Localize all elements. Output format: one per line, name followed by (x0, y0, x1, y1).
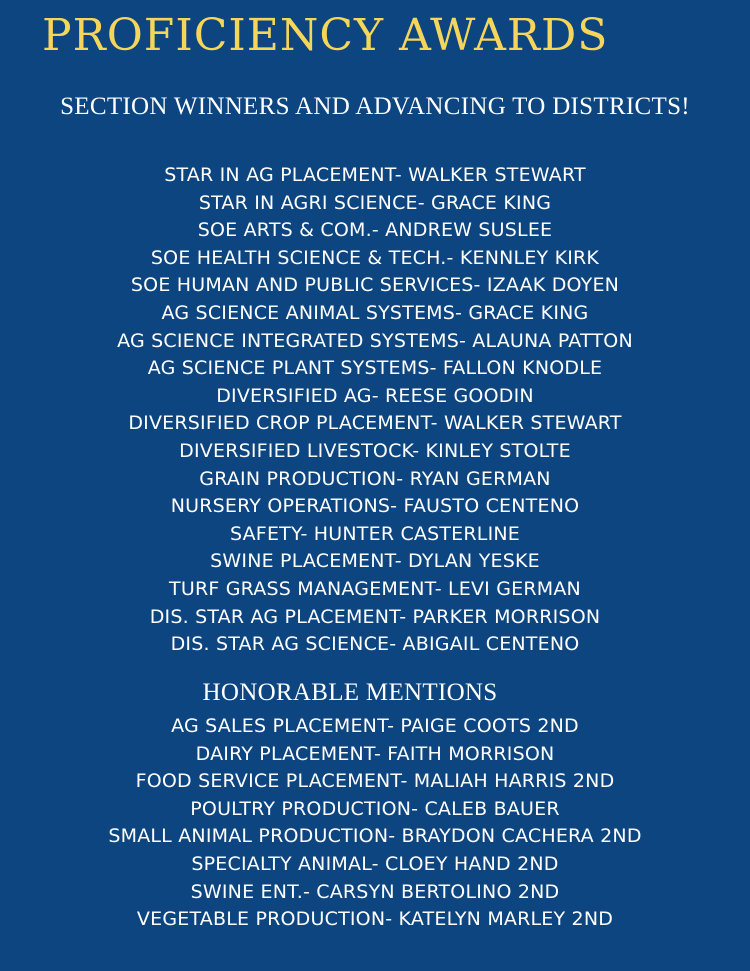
section-winners-heading: SECTION WINNERS AND ADVANCING TO DISTRICTS! (60, 93, 690, 120)
honorable-mention-item: DAIRY PLACEMENT- FAITH MORRISON (195, 742, 555, 765)
winner-item: NURSERY OPERATIONS- FAUSTO CENTENO (170, 495, 580, 518)
winner-item: SOE ARTS & COM.- ANDREW SUSLEE (197, 219, 553, 242)
winner-item: STAR IN AG PLACEMENT- WALKER STEWART (164, 164, 586, 186)
winner-item: GRAIN PRODUCTION- RYAN GERMAN (199, 467, 551, 490)
honorable-mention-item: AG SALES PLACEMENT- PAIGE COOTS 2ND (171, 715, 579, 737)
winner-item: DIVERSIFIED AG- REESE GOODIN (216, 384, 534, 407)
winner-item: DIS. STAR AG PLACEMENT- PARKER MORRISON (149, 605, 601, 628)
winner-item: DIVERSIFIED LIVESTOCK- KINLEY STOLTE (179, 439, 571, 462)
winner-item: SWINE PLACEMENT- DYLAN YESKE (210, 550, 540, 573)
winner-item: DIVERSIFIED CROP PLACEMENT- WALKER STEWART (128, 412, 622, 435)
honorable-mention-item: FOOD SERVICE PLACEMENT- MALIAH HARRIS 2ND (135, 770, 615, 793)
winner-item: AG SCIENCE INTEGRATED SYSTEMS- ALAUNA PATTON (117, 329, 633, 352)
page-title: PROFICIENCY AWARDS (42, 10, 609, 61)
winner-item: TURF GRASS MANAGEMENT- LEVI GERMAN (169, 577, 581, 600)
honorable-mention-item: SWINE ENT.- CARSYN BERTOLINO 2ND (190, 880, 560, 903)
winner-item: SOE HEALTH SCIENCE & TECH.- KENNLEY KIRK (150, 246, 600, 269)
honorable-mention-item: SMALL ANIMAL PRODUCTION- BRAYDON CACHERA 2ND (108, 825, 642, 848)
winner-item: SAFETY- HUNTER CASTERLINE (230, 522, 520, 545)
winner-item: DIS. STAR AG SCIENCE- ABIGAIL CENTENO (170, 633, 580, 656)
winner-item: AG SCIENCE PLANT SYSTEMS- FALLON KNODLE (147, 357, 603, 380)
honorable-mention-item: VEGETABLE PRODUCTION- KATELYN MARLEY 2ND (136, 908, 614, 931)
honorable-mentions-heading: HONORABLE MENTIONS (202, 679, 498, 706)
honorable-mention-item: SPECIALTY ANIMAL- CLOEY HAND 2ND (191, 852, 559, 875)
winners-list (0, 162, 750, 659)
winner-item: SOE HUMAN AND PUBLIC SERVICES- IZAAK DOYEN (130, 274, 620, 297)
honorable-mention-item: POULTRY PRODUCTION- CALEB BAUER (190, 797, 560, 820)
honorable-mentions-list (0, 713, 750, 934)
winner-item: AG SCIENCE ANIMAL SYSTEMS- GRACE KING (161, 301, 589, 324)
winner-item: STAR IN AGRI SCIENCE- GRACE KING (198, 191, 552, 214)
